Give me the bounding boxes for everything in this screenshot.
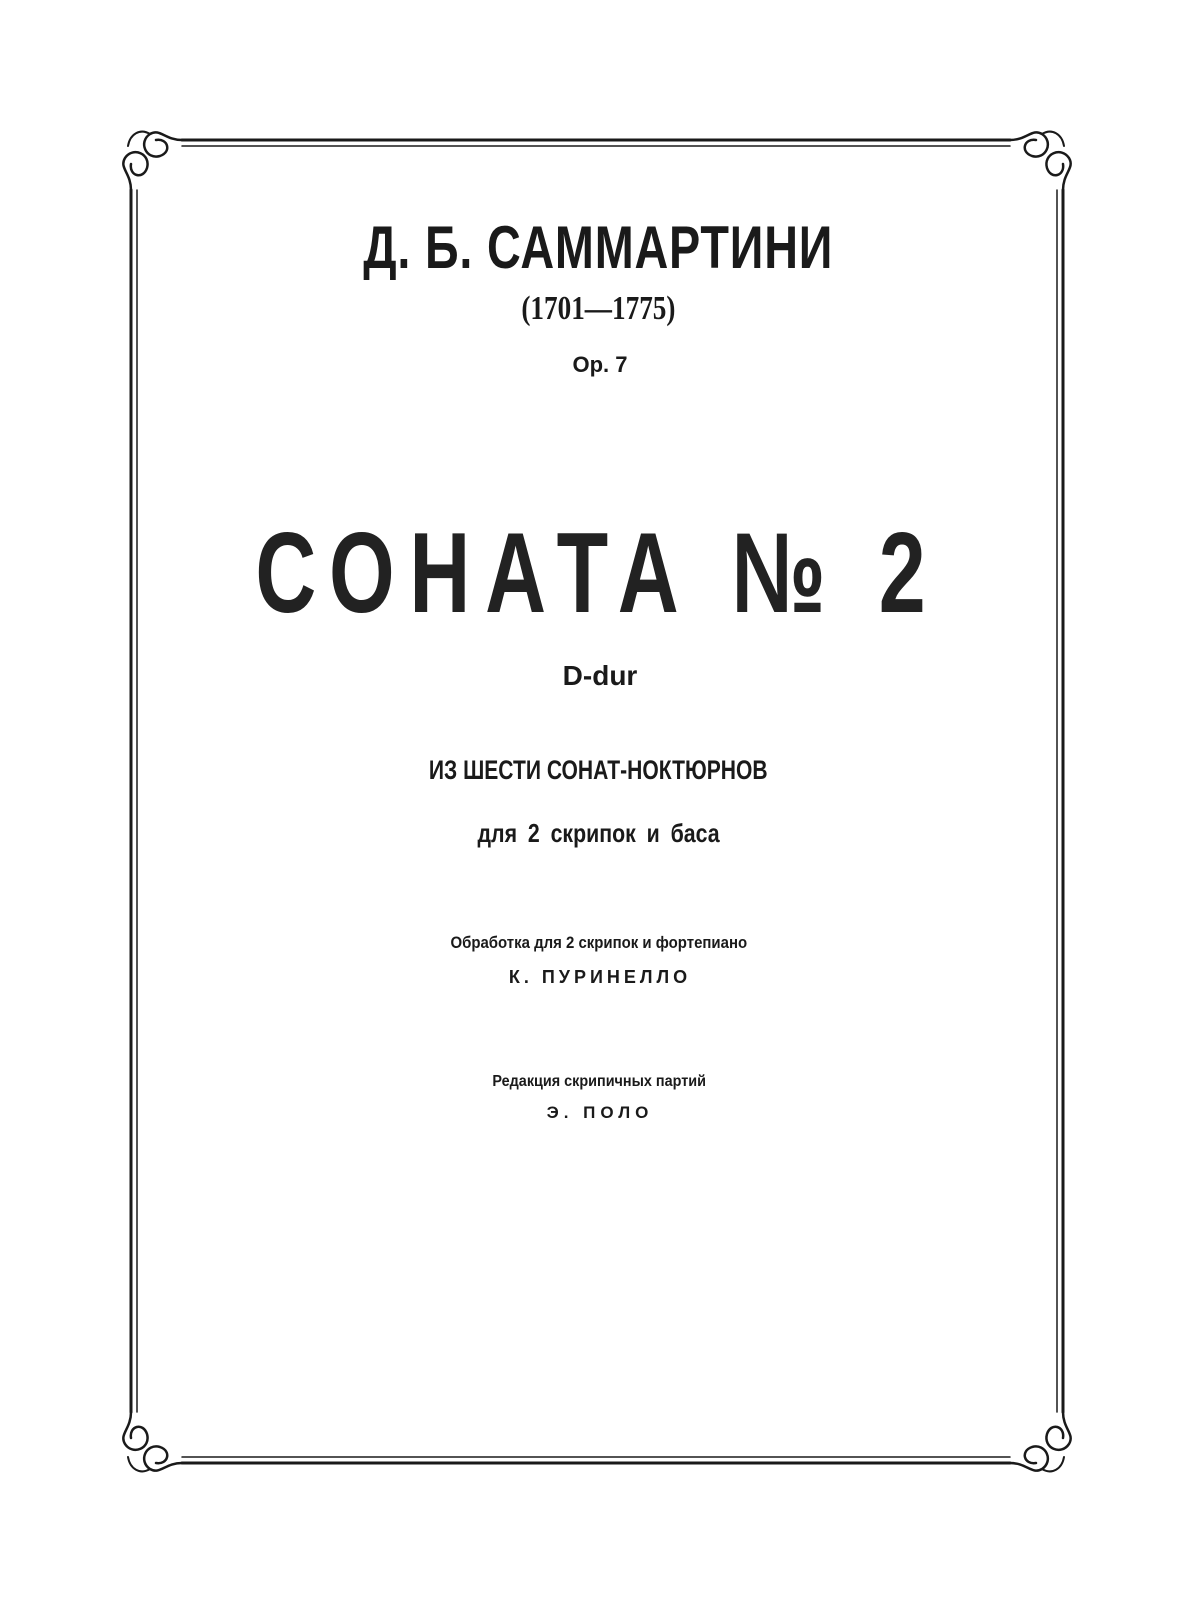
instrumentation-text: для 2 скрипок и баса xyxy=(477,818,720,848)
arranger-name: К. ПУРИНЕЛЛО xyxy=(508,967,692,987)
composer-name: Д. Б. САММАРТИНИ xyxy=(363,214,834,281)
editor-name: Э. ПОЛО xyxy=(546,1103,654,1122)
opus-number: Ор. 7 xyxy=(572,352,628,377)
composer-years: (1701—1775) xyxy=(521,290,676,327)
editing-label: Редакция скрипичных партий xyxy=(492,1073,706,1090)
series-subtitle: ИЗ ШЕСТИ СОНАТ-НОКТЮРНОВ xyxy=(428,755,768,785)
page-title: СОНАТА № 2 xyxy=(255,510,941,637)
arrangement-label: Обработка для 2 скрипок и фортепиано xyxy=(450,933,748,952)
key-signature: D-dur xyxy=(562,660,638,691)
